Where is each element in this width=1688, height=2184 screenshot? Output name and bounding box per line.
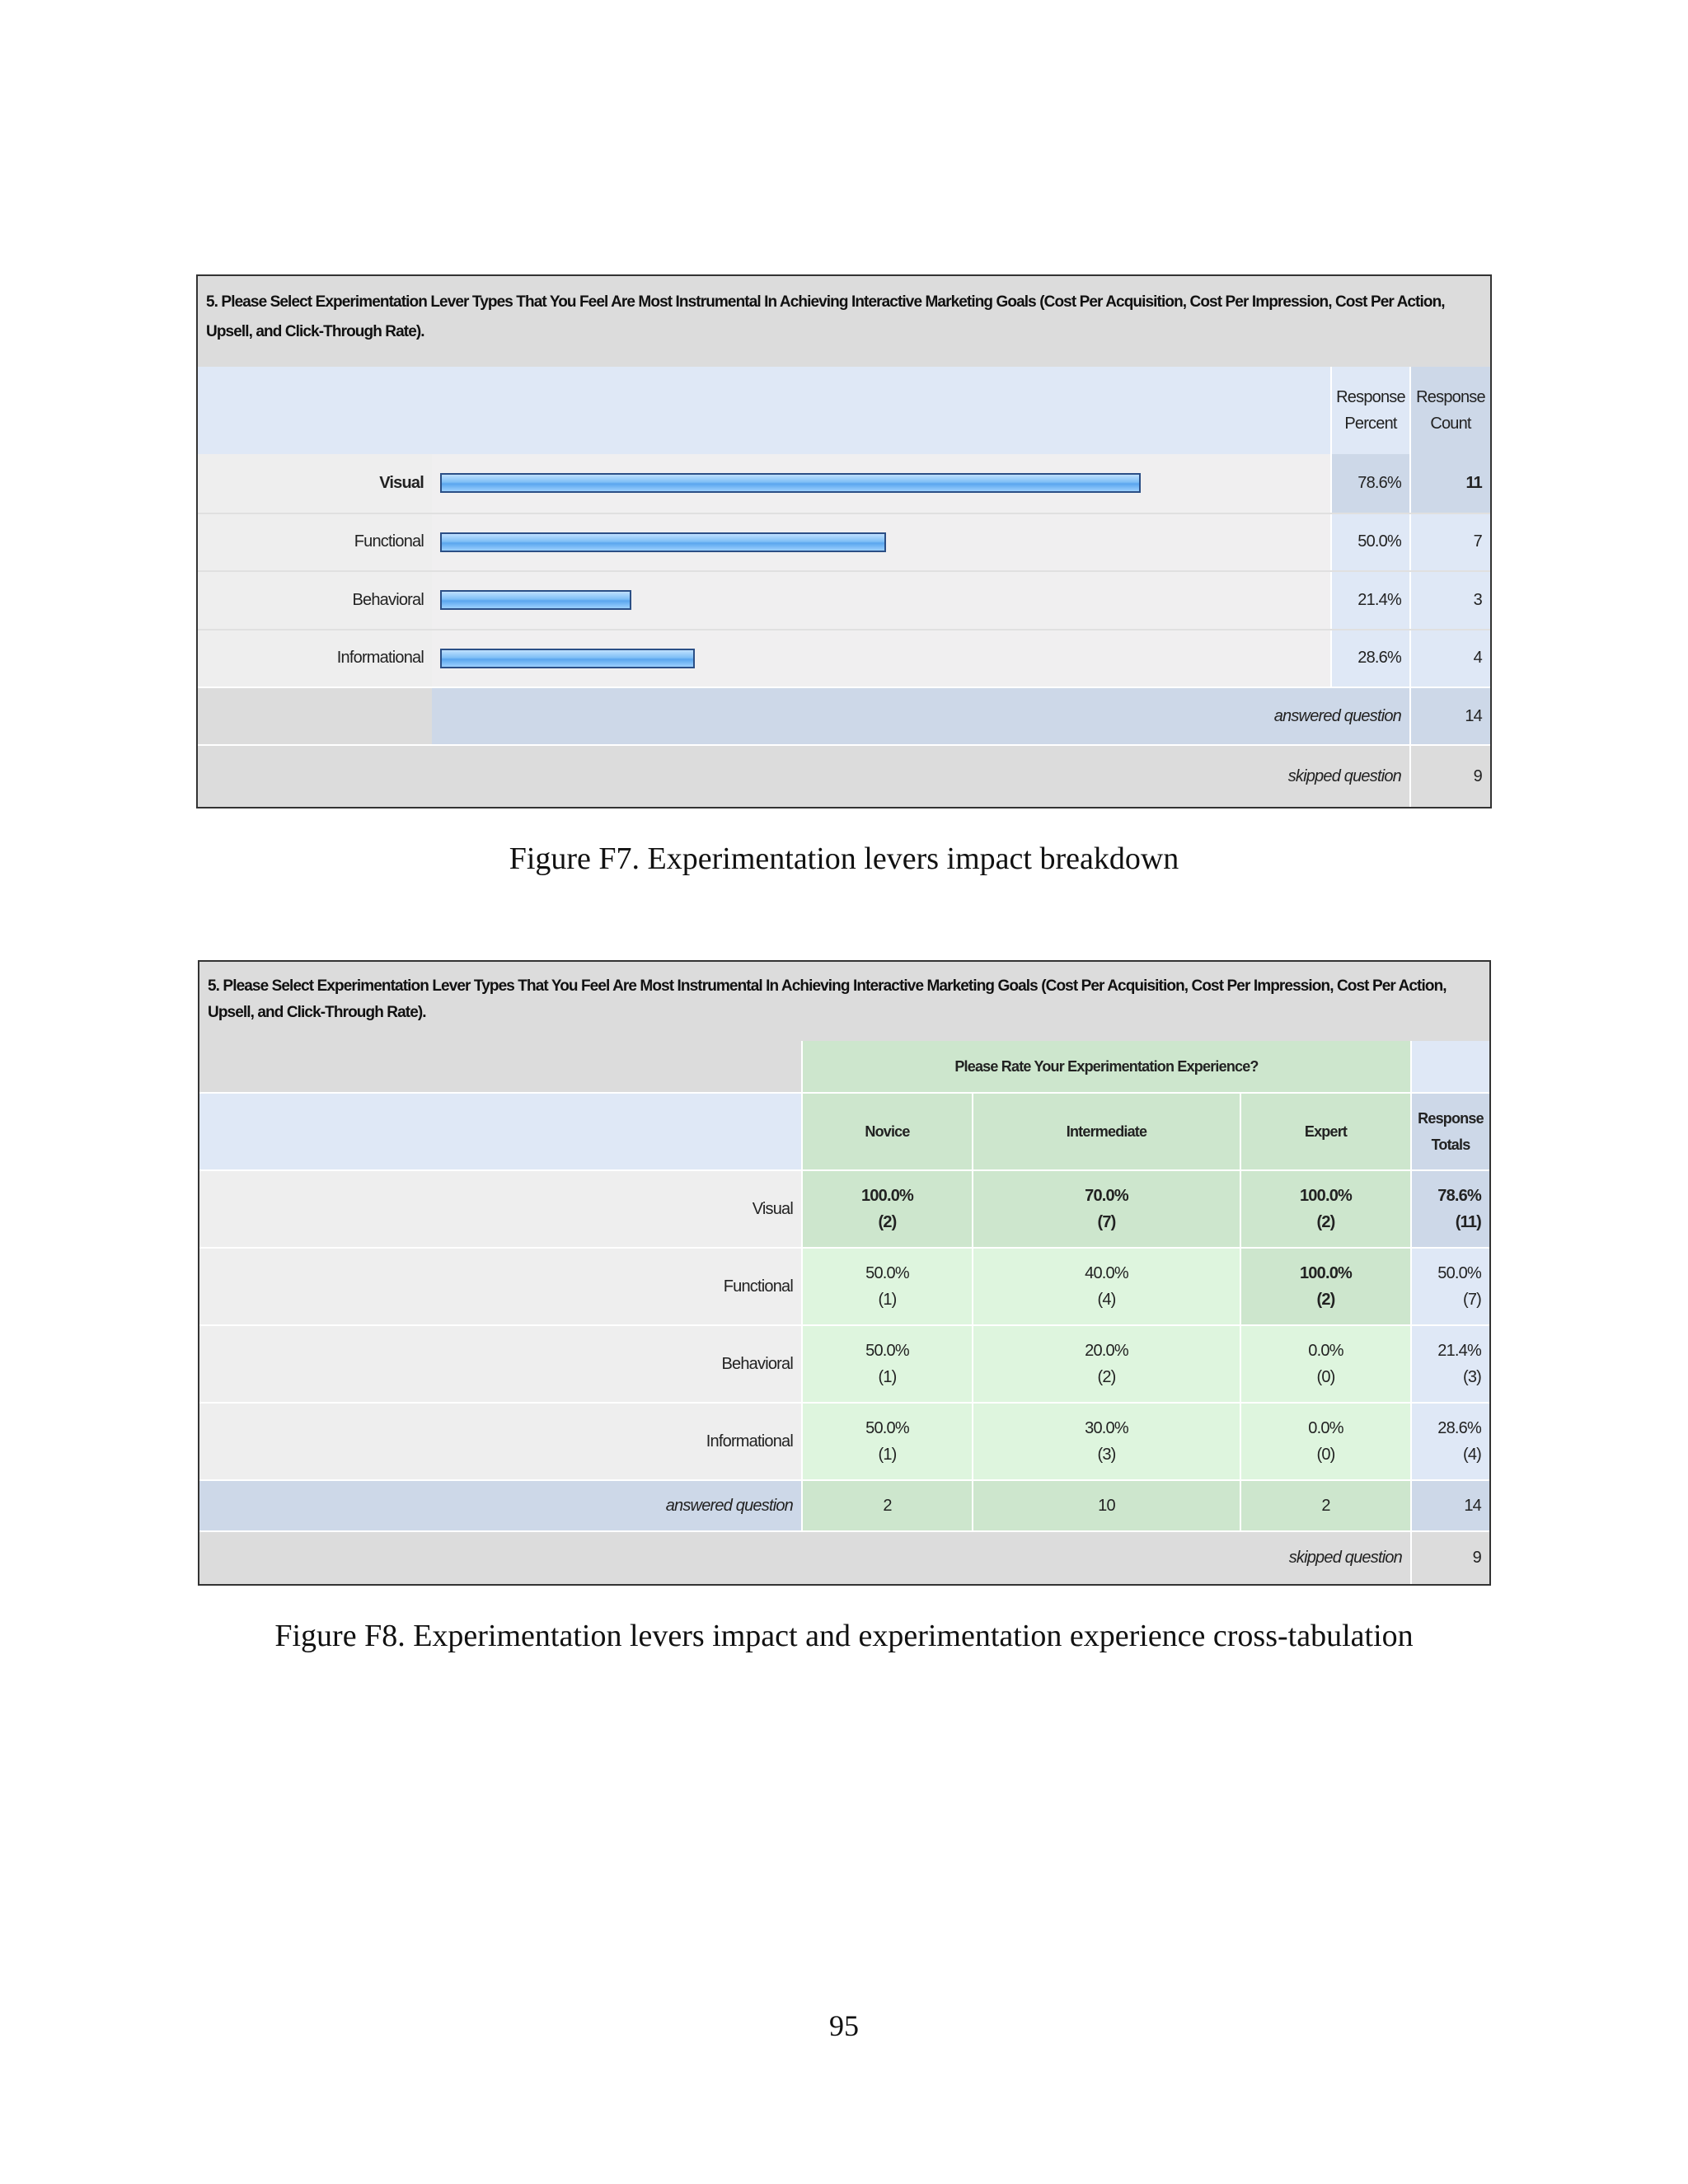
lever-row xyxy=(198,629,1490,687)
cell-count: (2) xyxy=(1316,1291,1335,1309)
cell-count: (2) xyxy=(1097,1368,1116,1386)
crosstab-cell xyxy=(972,1326,1240,1402)
crosstab-cell xyxy=(1240,1171,1410,1247)
cell-percent: 50.0% xyxy=(865,1419,909,1437)
answered-value: 14 xyxy=(1409,688,1490,744)
cell-percent: 0.0% xyxy=(1308,1342,1343,1360)
column-header-row xyxy=(199,1092,1489,1169)
cell-count: (1) xyxy=(878,1368,897,1386)
lever-percent: 78.6% xyxy=(1330,454,1409,513)
page-number: 95 xyxy=(829,2009,859,2042)
answered-row xyxy=(198,687,1490,744)
lever-count: 11 xyxy=(1409,454,1490,513)
cell-percent: 100.0% xyxy=(1299,1187,1353,1205)
skipped-label: skipped question xyxy=(432,746,1409,807)
answered-expert: 2 xyxy=(1240,1481,1410,1530)
skipped-label-2: skipped question xyxy=(199,1532,1410,1584)
cell-percent: 30.0% xyxy=(1085,1419,1128,1437)
crosstab-cell xyxy=(1240,1249,1410,1324)
col-expert: Expert xyxy=(1240,1094,1410,1169)
answered-row-2 xyxy=(199,1479,1489,1530)
answered-label-2: answered question xyxy=(199,1481,801,1530)
group-header-right-spacer xyxy=(1410,1041,1489,1092)
figure-f8-caption: Figure F8. Experimentation levers impact and experimentation experience cross-tabulation xyxy=(274,1619,1414,1653)
answered-total: 14 xyxy=(1410,1481,1489,1530)
cell-count: (7) xyxy=(1097,1213,1116,1231)
skipped-row xyxy=(198,744,1490,807)
skipped-value-2: 9 xyxy=(1410,1532,1489,1584)
crosstab-total xyxy=(1410,1404,1489,1479)
header-response-count xyxy=(1409,367,1490,454)
header-spacer xyxy=(198,367,1330,454)
lever-percent: 21.4% xyxy=(1330,572,1409,629)
answered-intermediate: 10 xyxy=(972,1481,1240,1530)
cell-count: (1) xyxy=(878,1446,897,1464)
total-count: (3) xyxy=(1462,1368,1481,1386)
lever-row xyxy=(198,454,1490,513)
figure-f8-table xyxy=(198,960,1491,1586)
column-header-spacer xyxy=(199,1094,801,1169)
total-count: (7) xyxy=(1462,1291,1481,1309)
total-count: (11) xyxy=(1455,1213,1481,1231)
crosstab-total xyxy=(1410,1249,1489,1324)
col-novice: Novice xyxy=(801,1094,972,1169)
crosstab-cell xyxy=(1240,1404,1410,1479)
crosstab-label: Behavioral xyxy=(199,1326,801,1402)
response-bar xyxy=(440,532,886,552)
question-title: 5. Please Select Experimentation Lever Types That You Feel Are Most Instrumental In Achieving Interactive Marketing Goals (Cost Per Acquisition, Cost Per Impression, Cost Per Action, Upsell, and Click-Through Rate). xyxy=(198,276,1490,367)
response-bar xyxy=(440,590,631,610)
lever-label: Functional xyxy=(198,514,432,571)
cell-percent: 100.0% xyxy=(860,1187,914,1205)
cell-count: (0) xyxy=(1316,1368,1335,1386)
group-header: Please Rate Your Experimentation Experience? xyxy=(801,1041,1410,1092)
crosstab-row xyxy=(199,1402,1489,1479)
group-header-row xyxy=(199,1041,1489,1092)
figure-f7-table xyxy=(196,274,1492,808)
skipped-row-2 xyxy=(199,1530,1489,1584)
header-response-percent xyxy=(1330,367,1409,454)
figure-f7-caption: Figure F7. Experimentation levers impact breakdown xyxy=(509,841,1179,876)
cell-percent: 70.0% xyxy=(1085,1187,1128,1205)
cell-percent: 20.0% xyxy=(1085,1342,1128,1360)
crosstab-label: Visual xyxy=(199,1171,801,1247)
cell-count: (4) xyxy=(1097,1291,1116,1309)
cell-percent: 50.0% xyxy=(865,1342,909,1360)
lever-percent: 50.0% xyxy=(1330,514,1409,571)
cell-count: (2) xyxy=(878,1213,897,1231)
lever-label: Informational xyxy=(198,630,432,687)
cell-count: (3) xyxy=(1097,1446,1116,1464)
crosstab-label: Functional xyxy=(199,1249,801,1324)
cell-count: (2) xyxy=(1316,1213,1335,1231)
crosstab-cell xyxy=(801,1249,972,1324)
total-percent: 78.6% xyxy=(1437,1187,1481,1205)
col-response-totals xyxy=(1410,1094,1489,1169)
cell-count: (1) xyxy=(878,1291,897,1309)
group-header-spacer xyxy=(199,1041,801,1092)
lever-percent: 28.6% xyxy=(1330,630,1409,687)
total-percent: 21.4% xyxy=(1437,1342,1481,1360)
crosstab-row xyxy=(199,1169,1489,1247)
cell-percent: 40.0% xyxy=(1085,1264,1128,1282)
lever-count: 7 xyxy=(1409,514,1490,571)
lever-label: Visual xyxy=(198,454,432,513)
crosstab-cell xyxy=(972,1249,1240,1324)
question-title-2: 5. Please Select Experimentation Lever Types That You Feel Are Most Instrumental In Achieving Interactive Marketing Goals (Cost Per Acquisition, Cost Per Impression, Cost Per Action, Upsell, and Click-Through Rate). xyxy=(199,962,1489,1041)
crosstab-cell xyxy=(972,1404,1240,1479)
lever-row xyxy=(198,570,1490,629)
crosstab-cell xyxy=(972,1171,1240,1247)
cell-percent: 100.0% xyxy=(1299,1264,1353,1282)
total-percent: 28.6% xyxy=(1437,1419,1481,1437)
crosstab-cell xyxy=(801,1326,972,1402)
header-response-percent-label: Response Percent xyxy=(1336,388,1405,433)
lever-row xyxy=(198,513,1490,571)
col-intermediate: Intermediate xyxy=(972,1094,1240,1169)
crosstab-total xyxy=(1410,1171,1489,1247)
col-response-totals-label: Response Totals xyxy=(1418,1110,1484,1153)
crosstab-cell xyxy=(801,1404,972,1479)
lever-count: 4 xyxy=(1409,630,1490,687)
crosstab-cell xyxy=(801,1171,972,1247)
header-response-count-label: Response Count xyxy=(1416,388,1485,433)
total-percent: 50.0% xyxy=(1437,1264,1481,1282)
cell-count: (0) xyxy=(1316,1446,1335,1464)
crosstab-row xyxy=(199,1324,1489,1402)
answered-label: answered question xyxy=(432,688,1409,744)
cell-percent: 50.0% xyxy=(865,1264,909,1282)
total-count: (4) xyxy=(1462,1446,1481,1464)
header-row xyxy=(198,367,1490,454)
response-bar xyxy=(440,649,695,668)
crosstab-label: Informational xyxy=(199,1404,801,1479)
skipped-value: 9 xyxy=(1409,746,1490,807)
crosstab-cell xyxy=(1240,1326,1410,1402)
lever-label: Behavioral xyxy=(198,572,432,629)
skipped-spacer xyxy=(198,746,432,807)
lever-count: 3 xyxy=(1409,572,1490,629)
crosstab-total xyxy=(1410,1326,1489,1402)
answered-spacer xyxy=(198,688,432,744)
answered-novice: 2 xyxy=(801,1481,972,1530)
cell-percent: 0.0% xyxy=(1308,1419,1343,1437)
response-bar xyxy=(440,473,1141,493)
crosstab-row xyxy=(199,1247,1489,1324)
